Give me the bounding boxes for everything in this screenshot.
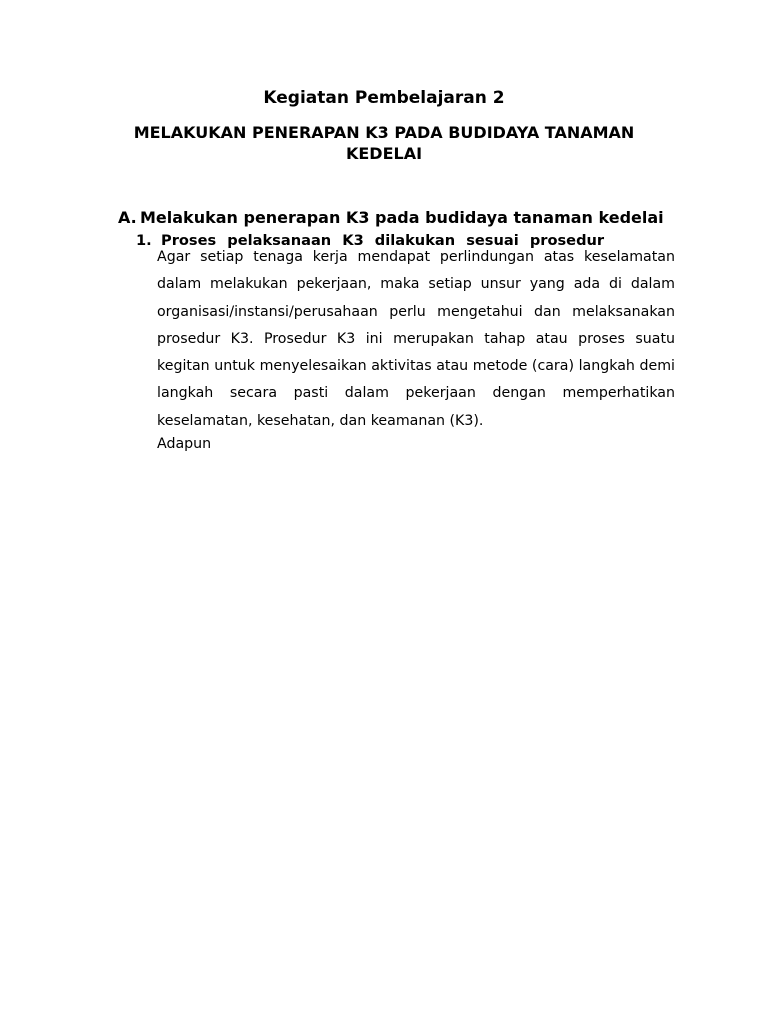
subsection-number: 1. bbox=[136, 232, 152, 249]
trailing-text: Adapun bbox=[157, 436, 212, 452]
subsection-title: Proses pelaksanaan K3 dilakukan sesuai prosedur bbox=[161, 232, 605, 249]
section-heading bbox=[118, 207, 678, 229]
section-title: Melakukan penerapan K3 pada budidaya tanaman kedelai bbox=[140, 208, 664, 227]
body-paragraph: Agar setiap tenaga kerja mendapat perlindungan atas keselamatan dalam melakukan pekerjaan, maka setiap unsur yang ada di dalam organisasi/instansi/perusahaan perlu mengetahui dan melaksanakan prosedur K3. Prosedur K3 ini merupakan tahap atau proses suatu kegitan untuk menyelesaikan aktivitas atau metode (cara) langkah demi langkah secara pasti dalam pekerjaan dengan memperhatikan keselamatan, kesehatan, dan keamanan (K3). bbox=[157, 249, 675, 429]
main-title: MELAKUKAN PENERAPAN K3 PADA BUDIDAYA TANAMAN KEDELAI bbox=[133, 123, 635, 163]
chapter-title: Kegiatan Pembelajaran 2 bbox=[263, 88, 505, 108]
section-letter: A. bbox=[118, 208, 137, 227]
